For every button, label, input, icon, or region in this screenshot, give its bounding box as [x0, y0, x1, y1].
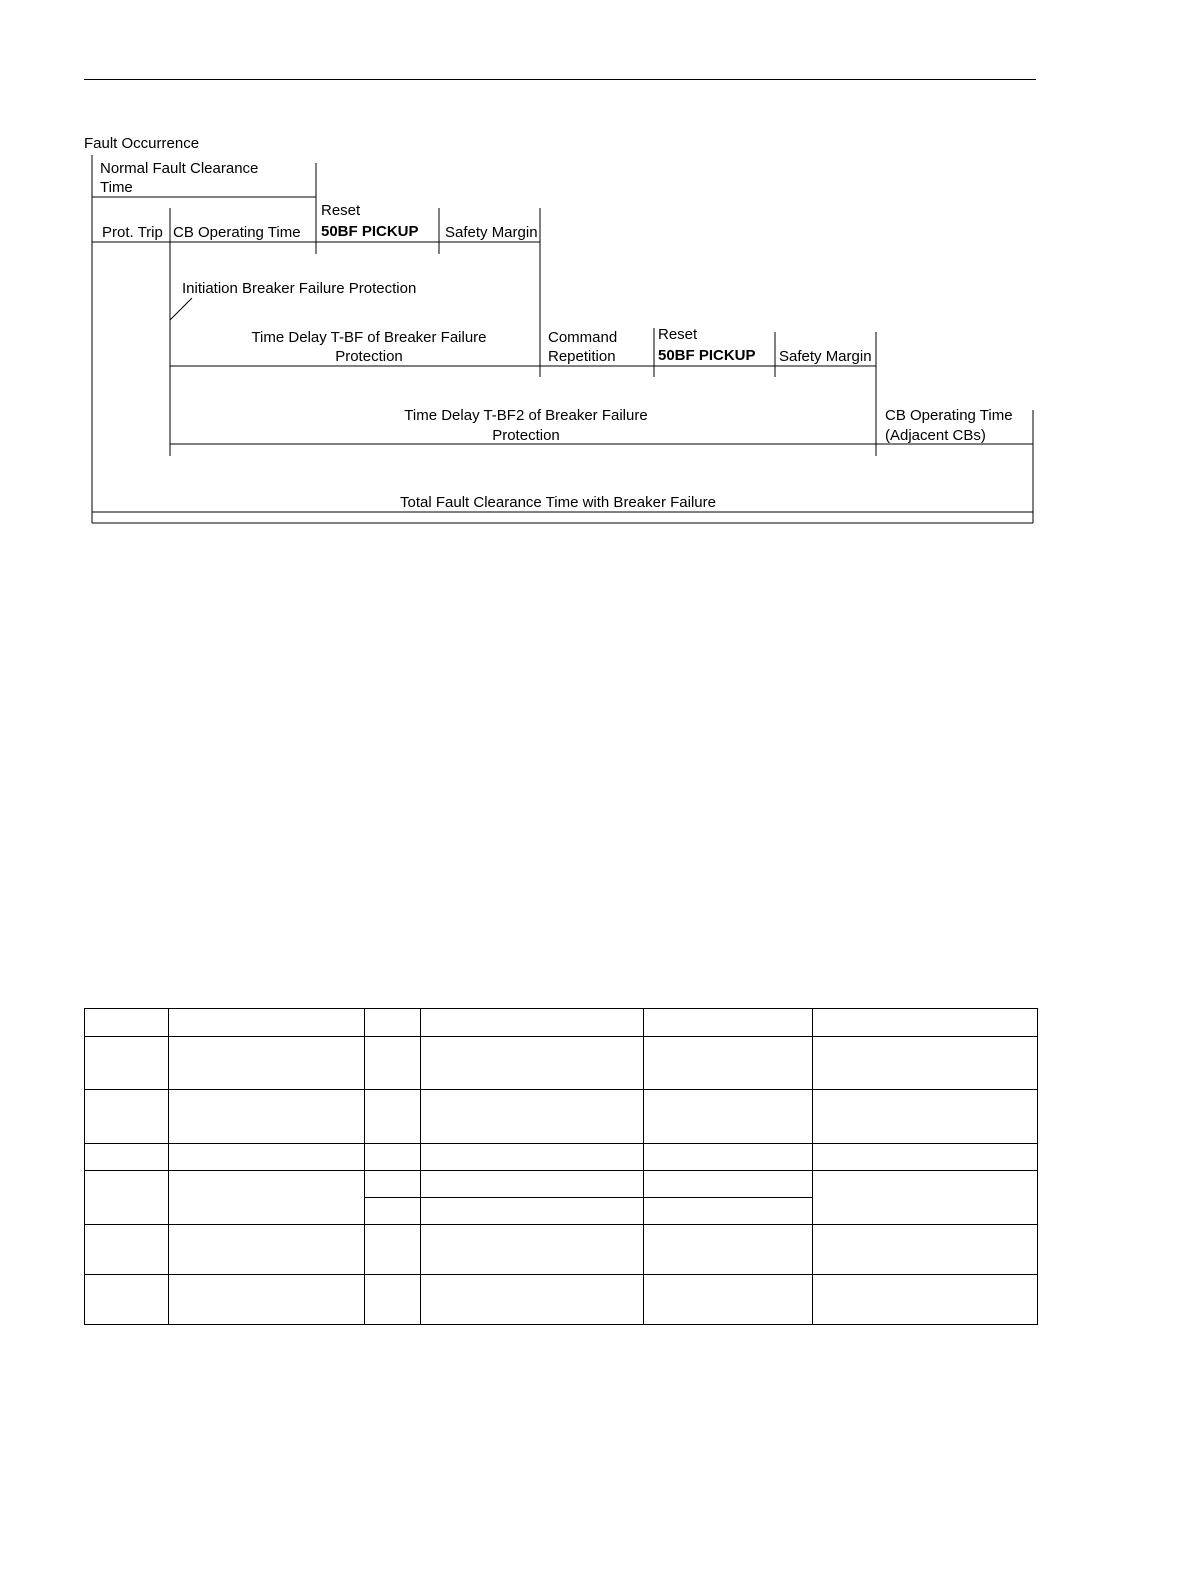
table-cell — [365, 1225, 421, 1275]
table-row — [85, 1009, 1038, 1037]
label-tbf-2: Protection — [335, 348, 403, 365]
table-cell — [169, 1144, 365, 1171]
table-cell — [421, 1037, 644, 1090]
table-cell — [644, 1198, 813, 1225]
table-cell — [365, 1090, 421, 1144]
label-cb-adjacent-1: CB Operating Time — [885, 407, 1013, 424]
label-initiation: Initiation Breaker Failure Protection — [182, 280, 417, 297]
table-cell — [169, 1090, 365, 1144]
label-fault-occurrence: Fault Occurrence — [84, 135, 200, 152]
table-cell — [421, 1171, 644, 1198]
table-row — [85, 1171, 1038, 1198]
label-cb-operating-time: CB Operating Time — [173, 224, 301, 241]
label-cb-adjacent-2: (Adjacent CBs) — [885, 427, 986, 444]
table-cell — [365, 1144, 421, 1171]
table-cell — [813, 1275, 1038, 1325]
table-row — [85, 1037, 1038, 1090]
label-safety-margin-2: Safety Margin — [779, 348, 872, 365]
initiation-pointer — [170, 298, 192, 320]
table-cell — [421, 1225, 644, 1275]
table-cell — [421, 1144, 644, 1171]
table-cell — [169, 1037, 365, 1090]
table-cell — [421, 1198, 644, 1225]
table-cell — [421, 1090, 644, 1144]
table-cell — [644, 1090, 813, 1144]
empty-settings-table — [84, 1008, 1038, 1325]
table-cell — [813, 1171, 1038, 1225]
table-cell — [813, 1090, 1038, 1144]
table-cell — [85, 1225, 169, 1275]
label-normal-clearance-1: Normal Fault Clearance — [100, 160, 259, 177]
table-row — [85, 1275, 1038, 1325]
table-cell — [644, 1275, 813, 1325]
label-pickup-2: 50BF PICKUP — [658, 347, 756, 364]
table-cell — [365, 1198, 421, 1225]
label-tbf2-1: Time Delay T-BF2 of Breaker Failure — [404, 407, 648, 424]
table-cell — [85, 1090, 169, 1144]
table-cell — [644, 1171, 813, 1198]
table-row — [85, 1225, 1038, 1275]
table-cell — [169, 1009, 365, 1037]
table-cell — [365, 1275, 421, 1325]
label-tbf-1: Time Delay T-BF of Breaker Failure — [251, 329, 487, 346]
label-normal-clearance-2: Time — [100, 179, 133, 196]
label-pickup-1: 50BF PICKUP — [321, 223, 419, 240]
table-cell — [365, 1009, 421, 1037]
table-cell — [365, 1171, 421, 1198]
table-cell — [421, 1275, 644, 1325]
label-command-1: Command — [548, 329, 618, 346]
table-cell — [169, 1225, 365, 1275]
table-cell — [644, 1144, 813, 1171]
table-cell — [813, 1225, 1038, 1275]
table-cell — [813, 1009, 1038, 1037]
label-prot-trip: Prot. Trip — [102, 224, 163, 241]
label-total-clearance: Total Fault Clearance Time with Breaker Failure — [400, 494, 716, 511]
table-cell — [813, 1037, 1038, 1090]
table-cell — [421, 1009, 644, 1037]
label-command-2: Repetition — [548, 348, 616, 365]
table-cell — [365, 1037, 421, 1090]
table-cell — [85, 1275, 169, 1325]
table-row — [85, 1090, 1038, 1144]
label-reset-1: Reset — [321, 202, 361, 219]
table-cell — [85, 1144, 169, 1171]
table-cell — [644, 1225, 813, 1275]
breaker-failure-timing-diagram — [0, 0, 1191, 560]
table-cell — [644, 1009, 813, 1037]
label-tbf2-2: Protection — [492, 427, 560, 444]
table-cell — [169, 1171, 365, 1225]
table-cell — [169, 1275, 365, 1325]
table-cell — [85, 1171, 169, 1225]
table-cell — [644, 1037, 813, 1090]
table-cell — [85, 1009, 169, 1037]
label-reset-2: Reset — [658, 326, 698, 343]
table-cell — [85, 1037, 169, 1090]
label-safety-margin-1: Safety Margin — [445, 224, 538, 241]
table-cell — [813, 1144, 1038, 1171]
table-row — [85, 1144, 1038, 1171]
